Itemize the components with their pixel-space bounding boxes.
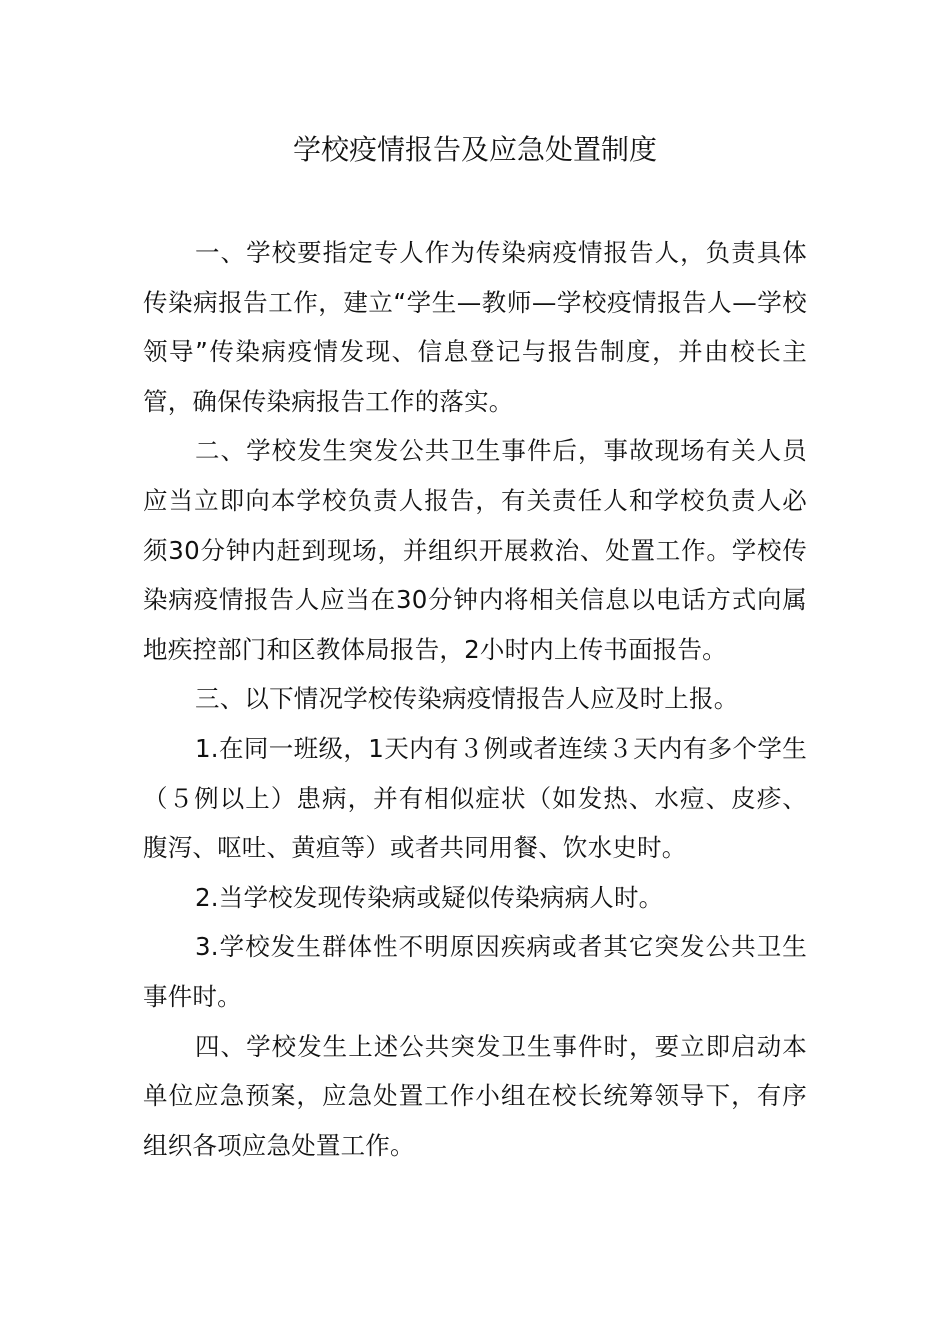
paragraph-section-2: 二、学校发生突发公共卫生事件后，事故现场有关人员应当立即向本学校负责人报告，有关责任人和学校负责人必须30分钟内赶到现场，并组织开展救治、处置工作。学校传染病疫情报告人应当在30分钟内将相关信息以电话方式向属地疾控部门和区教体局报告，2小时内上传书面报告。 bbox=[143, 436, 807, 664]
paragraph-section-3: 三、以下情况学校传染病疫情报告人应及时上报。 bbox=[195, 684, 739, 714]
paragraph-item-2: 2.当学校发现传染病或疑似传染病病人时。 bbox=[195, 882, 664, 912]
paragraph-section-4: 四、学校发生上述公共突发卫生事件时，要立即启动本单位应急预案，应急处置工作小组在校长统筹领导下，有序组织各项应急处置工作。 bbox=[143, 1031, 807, 1160]
paragraph-section-1: 一、学校要指定专人作为传染病疫情报告人，负责具体传染病报告工作，建立“学生—教师—学校疫情报告人—学校领导”传染病疫情发现、信息登记与报告制度，并由校长主管，确保传染病报告工作的落实。 bbox=[143, 238, 807, 416]
document-body bbox=[143, 228, 807, 1170]
paragraph-item-3: 3.学校发生群体性不明原因疾病或者其它突发公共卫生事件时。 bbox=[143, 932, 807, 1011]
paragraph-item-1: 1.在同一班级，1天内有３例或者连续３天内有多个学生（５例以上）患病，并有相似症状（如发热、水痘、皮疹、腹泻、呕吐、黄疸等）或者共同用餐、饮水史时。 bbox=[143, 733, 807, 863]
document-title: 学校疫情报告及应急处置制度 bbox=[292, 133, 657, 166]
